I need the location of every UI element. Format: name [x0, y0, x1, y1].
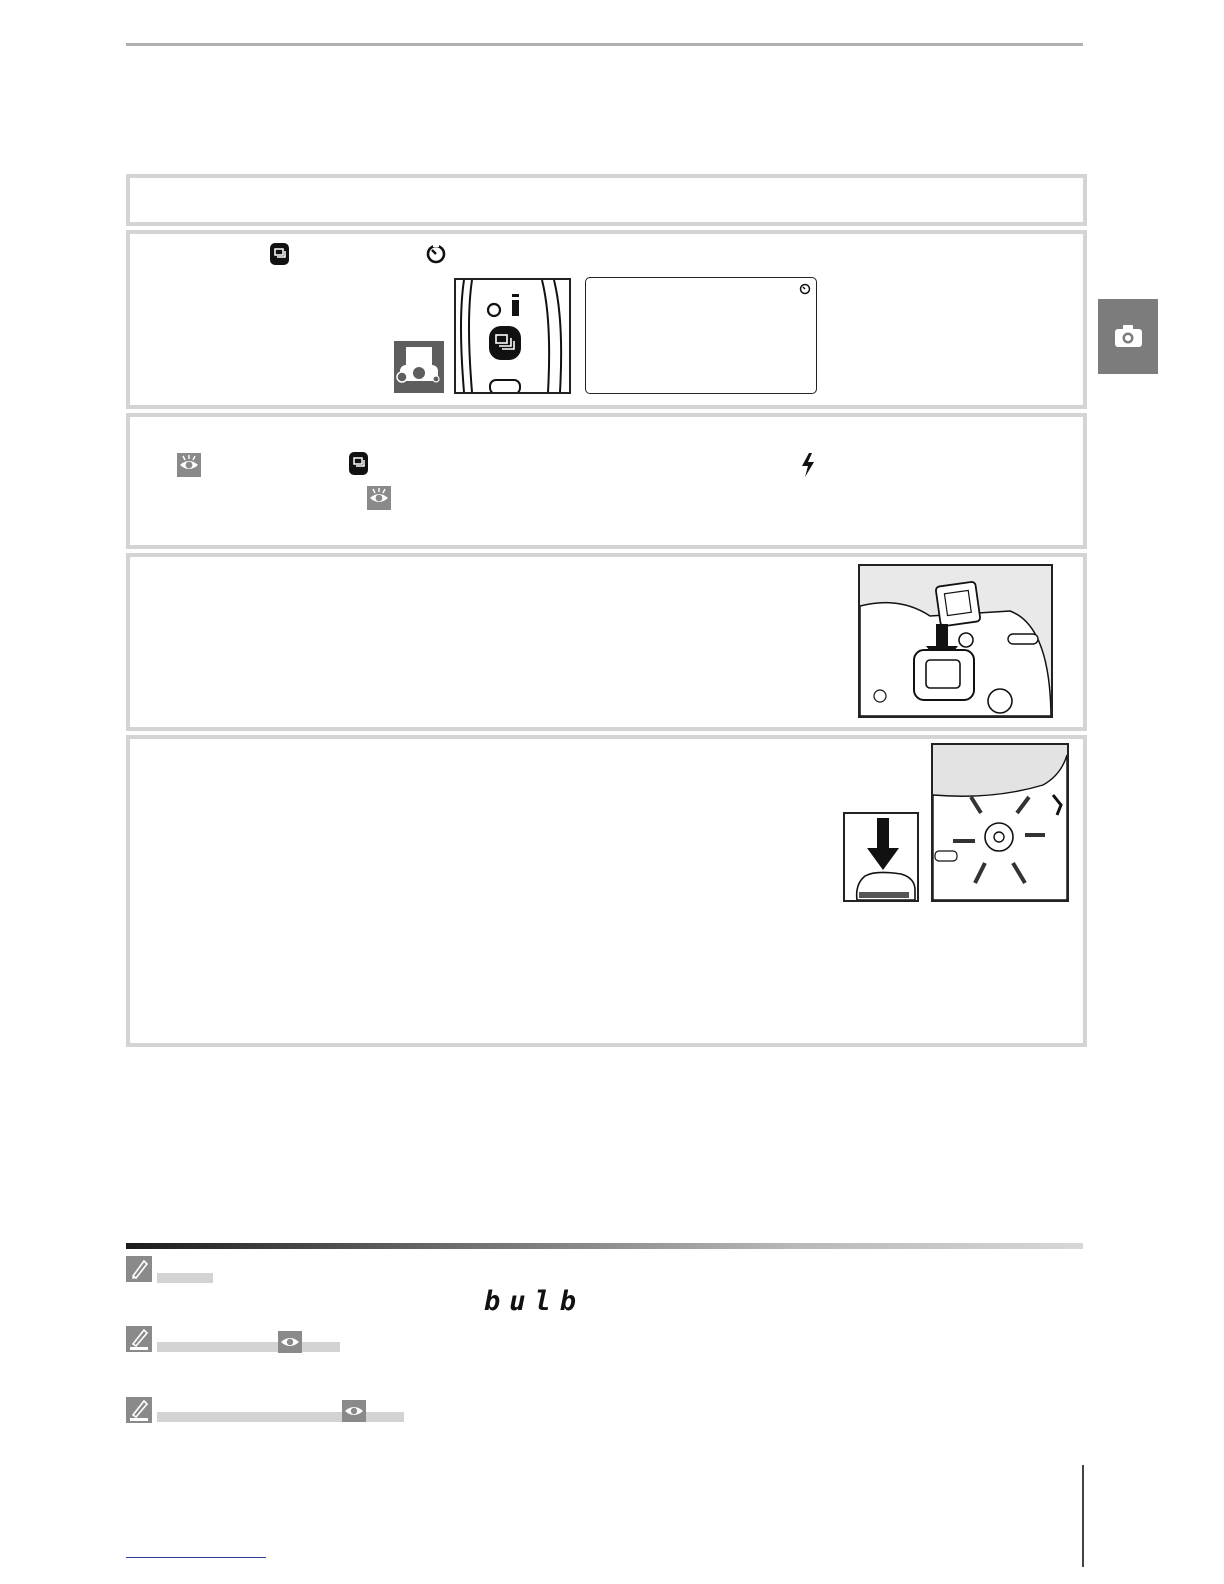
camera-icon: [1098, 299, 1158, 374]
header-rule: [126, 43, 1083, 46]
flash-bolt-icon: [799, 452, 817, 478]
release-mode-button-illustration: [454, 278, 571, 394]
see-page-eye-icon: [367, 486, 391, 510]
pencil-note-icon: [126, 1326, 152, 1352]
see-page-eye-icon: [278, 1331, 302, 1353]
step-3-box: [126, 413, 1087, 549]
self-timer-lamp-illustration: [931, 743, 1069, 902]
eyepiece-cap-illustration: [858, 564, 1053, 718]
release-mode-continuous-icon: [348, 451, 370, 477]
see-page-eye-icon: [342, 1400, 366, 1422]
see-page-eye-icon: [177, 453, 201, 477]
note-1-heading: [157, 1273, 213, 1283]
step-1-box: [126, 174, 1087, 226]
pencil-note-icon: [126, 1397, 152, 1423]
self-timer-icon: [424, 241, 448, 265]
lcd-bulb-readout: bulb: [484, 1286, 586, 1317]
shutter-press-illustration: [843, 812, 919, 902]
shooting-section-tab[interactable]: [1098, 299, 1158, 374]
notes-divider: [126, 1243, 1083, 1249]
note-2-heading: [157, 1342, 340, 1352]
step-4-box: [126, 553, 1087, 731]
pencil-note-icon: [126, 1256, 152, 1282]
release-mode-continuous-icon: [269, 242, 291, 266]
control-panel-lcd: [585, 277, 817, 394]
self-timer-icon: [798, 281, 812, 295]
footer-link-underline[interactable]: [126, 1557, 266, 1558]
page-edge-rule: [1082, 1465, 1084, 1567]
note-3-heading: [157, 1412, 404, 1422]
step-5-box: [126, 735, 1087, 1047]
camera-top-thumbnail: [394, 341, 444, 393]
